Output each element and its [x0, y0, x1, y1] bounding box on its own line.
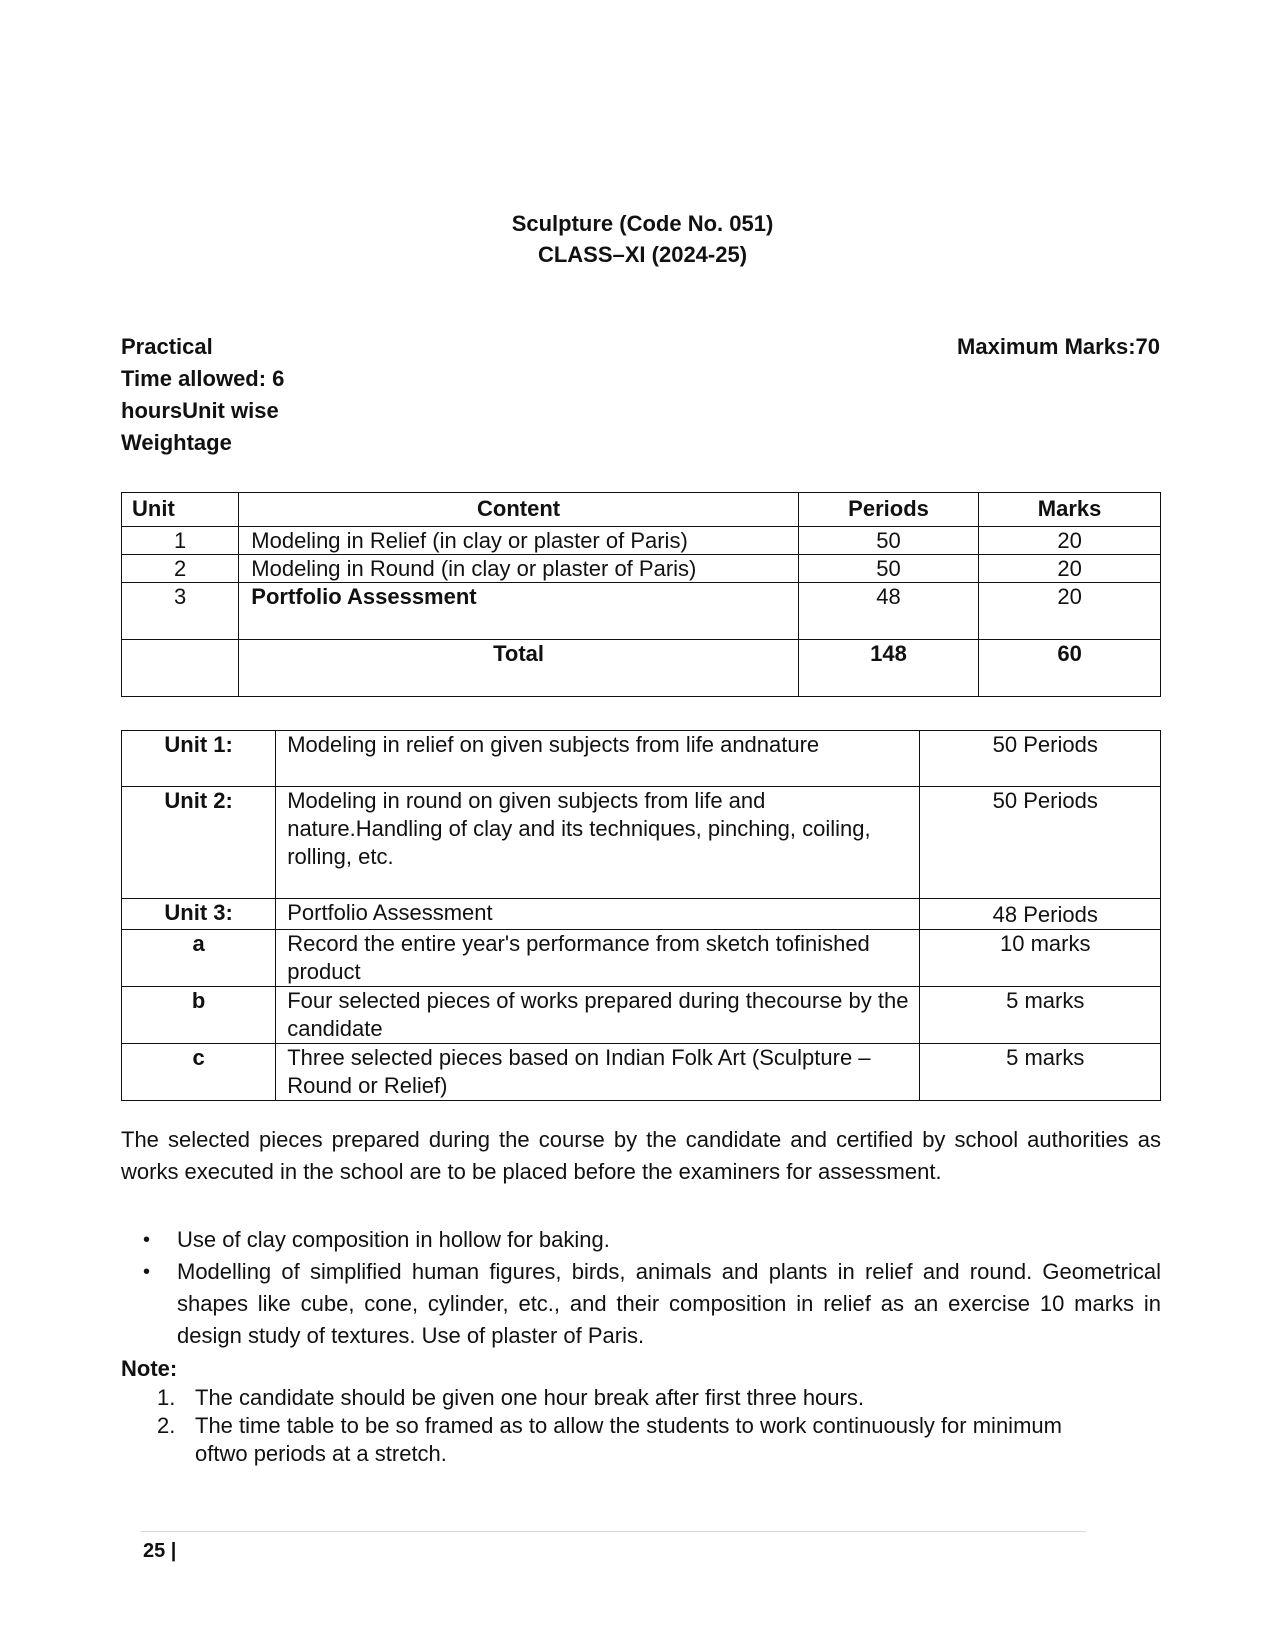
subitem-description: Record the entire year's performance from sketch tofinished product — [276, 930, 920, 987]
footer-divider — [141, 1531, 1086, 1532]
weightage-table — [121, 492, 1161, 697]
unit-label: Unit 3: — [122, 899, 276, 930]
cell-content: Portfolio Assessment — [239, 583, 799, 640]
header-unit: Unit — [122, 493, 239, 527]
header-periods: Periods — [798, 493, 978, 527]
cell-unit: 3 — [122, 583, 239, 640]
total-marks: 60 — [979, 640, 1161, 697]
bullet-icon: • — [143, 1261, 151, 1283]
meta-line: Weightage — [121, 430, 232, 455]
table-row — [122, 987, 1161, 1044]
table-total-row — [122, 640, 1161, 697]
unit-value: 48 Periods — [920, 899, 1161, 930]
header-marks: Marks — [979, 493, 1161, 527]
table-row — [122, 1044, 1161, 1101]
unit-description: Modeling in relief on given subjects from life andnature — [276, 731, 920, 787]
subitem-label: b — [122, 987, 276, 1044]
cell-periods: 50 — [798, 527, 978, 555]
subitem-label: a — [122, 930, 276, 987]
subitem-value: 5 marks — [920, 987, 1161, 1044]
total-label: Total — [239, 640, 799, 697]
table-row — [122, 555, 1161, 583]
unit-description: Modeling in round on given subjects from life and nature.Handling of clay and its techniques, pinching, coiling, rolling, etc. — [276, 787, 920, 899]
cell-marks: 20 — [979, 527, 1161, 555]
unit-value: 50 Periods — [920, 731, 1161, 787]
cell-unit — [122, 640, 239, 697]
cell-marks: 20 — [979, 555, 1161, 583]
bullet-icon: • — [143, 1229, 151, 1251]
note-item — [121, 1384, 1081, 1412]
note-text: The candidate should be given one hour break after first three hours. — [195, 1385, 864, 1410]
note-text: The time table to be so framed as to allow the students to work continuously for minimum oftwo periods at a stretch. — [195, 1413, 1062, 1466]
assessment-paragraph: The selected pieces prepared during the course by the candidate and certified by school authorities as works executed in the school are to be placed before the examiners for assessment. — [121, 1127, 1161, 1184]
document-title: Sculpture (Code No. 051) — [511, 211, 774, 236]
list-item-text: Use of clay composition in hollow for baking. — [177, 1227, 610, 1252]
table-row — [122, 731, 1161, 787]
subitem-value: 5 marks — [920, 1044, 1161, 1101]
note-number: 1. — [157, 1385, 176, 1410]
cell-unit: 2 — [122, 555, 239, 583]
list-item — [121, 1224, 1161, 1256]
unit-label: Unit 1: — [122, 731, 276, 787]
list-item-text: Modelling of simplified human figures, birds, animals and plants in relief and round. Geometrical shapes like cube, cone, cylinder, etc., and their composition in relief as an exercise 10 marks in design study of textures. Use of plaster of Paris. — [177, 1259, 1161, 1348]
list-item — [121, 1256, 1161, 1352]
table-row — [122, 787, 1161, 899]
document-subtitle: CLASS–XI (2024-25) — [537, 242, 748, 267]
note-list — [121, 1384, 1081, 1468]
maximum-marks: Maximum Marks:70 — [957, 334, 1160, 359]
note-number: 2. — [157, 1413, 176, 1438]
units-detail-table — [121, 730, 1161, 1101]
meta-line: Time allowed: 6 — [121, 366, 285, 391]
cell-content: Modeling in Relief (in clay or plaster of Paris) — [239, 527, 799, 555]
unit-label: Unit 2: — [122, 787, 276, 899]
table-row — [122, 930, 1161, 987]
exam-meta — [121, 331, 284, 459]
table-row — [122, 583, 1161, 640]
total-periods: 148 — [798, 640, 978, 697]
note-item — [121, 1412, 1081, 1468]
cell-content: Modeling in Round (in clay or plaster of Paris) — [239, 555, 799, 583]
header-content: Content — [239, 493, 799, 527]
meta-line: hoursUnit wise — [121, 398, 279, 423]
table-row — [122, 899, 1161, 930]
document-title-block — [0, 208, 1275, 270]
subitem-description: Three selected pieces based on Indian Folk Art (Sculpture –Round or Relief) — [276, 1044, 920, 1101]
table-header-row — [122, 493, 1161, 527]
meta-line: Practical — [121, 334, 213, 359]
table-row — [122, 527, 1161, 555]
subitem-value: 10 marks — [920, 930, 1161, 987]
note-heading: Note: — [121, 1356, 178, 1381]
page-number: 25 | — [143, 1540, 177, 1562]
bullet-list — [121, 1224, 1161, 1352]
subitem-label: c — [122, 1044, 276, 1101]
unit-value: 50 Periods — [920, 787, 1161, 899]
cell-unit: 1 — [122, 527, 239, 555]
subitem-description: Four selected pieces of works prepared during thecourse by the candidate — [276, 987, 920, 1044]
cell-periods: 48 — [798, 583, 978, 640]
cell-periods: 50 — [798, 555, 978, 583]
cell-marks: 20 — [979, 583, 1161, 640]
unit-description: Portfolio Assessment — [276, 899, 920, 930]
